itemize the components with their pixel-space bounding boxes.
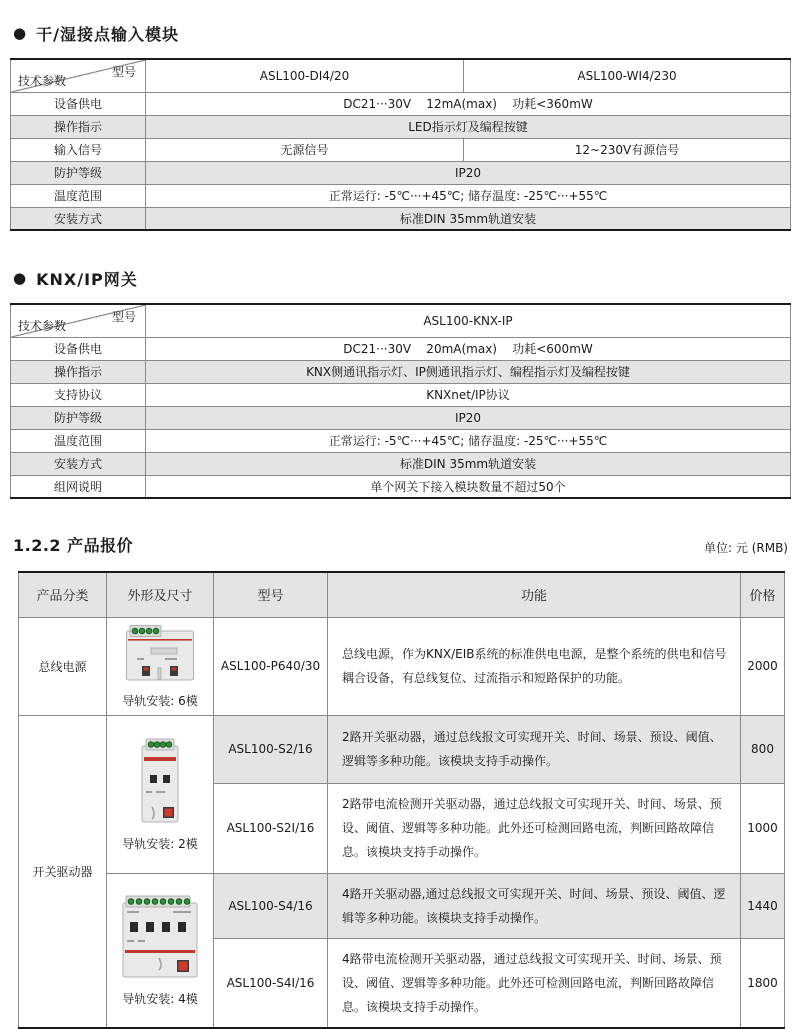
unit-note: 单位: 元 (RMB)	[704, 541, 788, 555]
price-header-row	[19, 572, 785, 617]
function-cell: 4路带电流检测开关驱动器，通过总线报文可实现开关、时间、场景、预设、阈值、逻辑等多种功能。此外还可检测回路电流，判断回路故障信息。该模块支持手动操作。	[328, 938, 741, 1028]
product-image-2ch-actuator	[139, 737, 181, 825]
spec-row	[11, 360, 791, 383]
spec-row	[11, 207, 791, 230]
spec-value: KNX侧通讯指示灯、IP侧通讯指示灯、编程指示灯及编程按键	[146, 360, 791, 383]
spec-row	[11, 429, 791, 452]
spec-value: 正常运行: -5℃···+45℃; 储存温度: -25℃···+55℃	[146, 429, 791, 452]
model-cell: ASL100-S4/16	[214, 873, 328, 938]
spec-value: 无源信号	[146, 138, 464, 161]
price-header-category: 产品分类	[19, 572, 107, 617]
price-cell: 1440	[741, 873, 785, 938]
corner-label-model: 型号	[111, 310, 136, 324]
spec-value: KNXnet/IP协议	[146, 383, 791, 406]
price-row	[19, 617, 785, 715]
product-image-cell	[107, 617, 214, 715]
price-header-appearance: 外形及尺寸	[107, 572, 214, 617]
spec-row-label: 防护等级	[11, 161, 146, 184]
bullet-icon: ●	[13, 269, 28, 287]
spec-value: LED指示灯及编程按键	[146, 115, 791, 138]
spec-row	[11, 475, 791, 498]
function-cell: 总线电源，作为KNX/EIB系统的标准供电电源，是整个系统的供电和信号耦合设备，有总线复位、过流指示和短路保护的功能。	[328, 617, 741, 715]
spec-value: IP20	[146, 161, 791, 184]
price-header-function: 功能	[328, 572, 741, 617]
spec-row-label: 操作指示	[11, 115, 146, 138]
section3-heading-row	[13, 533, 788, 556]
spec-row	[11, 383, 791, 406]
spec-value: DC21···30V 20mA(max) 功耗<600mW	[146, 337, 791, 360]
product-caption: 导轨安装: 4模	[122, 991, 198, 1006]
spec-row	[11, 138, 791, 161]
spec-row-label: 设备供电	[11, 92, 146, 115]
corner-label-model: 型号	[111, 65, 136, 79]
spec-row	[11, 115, 791, 138]
model-cell: ASL100-S4I/16	[214, 938, 328, 1028]
product-image-cell	[107, 873, 214, 1028]
spec-value: 单个网关下接入模块数量不超过50个	[146, 475, 791, 498]
product-caption: 导轨安装: 6模	[122, 693, 198, 708]
spec-header-row	[11, 304, 791, 337]
corner-label-params: 技术参数	[18, 73, 67, 88]
model-cell: ASL100-S2I/16	[214, 783, 328, 873]
model-header: ASL100-WI4/230	[464, 59, 791, 92]
spec-header-row	[11, 59, 791, 92]
section1-heading	[13, 22, 790, 45]
spec-row-label: 防护等级	[11, 406, 146, 429]
spec-value: 标准DIN 35mm轨道安装	[146, 452, 791, 475]
model-header: ASL100-DI4/20	[146, 59, 464, 92]
spec-row	[11, 337, 791, 360]
category-cell: 总线电源	[19, 617, 107, 715]
corner-cell	[11, 59, 146, 92]
spec-row	[11, 184, 791, 207]
spec-value: 正常运行: -5℃···+45℃; 储存温度: -25℃···+55℃	[146, 184, 791, 207]
price-header-price: 价格	[741, 572, 785, 617]
price-header-model: 型号	[214, 572, 328, 617]
model-header: ASL100-KNX-IP	[146, 304, 791, 337]
price-cell: 2000	[741, 617, 785, 715]
dry-wet-input-spec-table	[10, 58, 791, 231]
product-image-cell	[107, 715, 214, 873]
spec-value: IP20	[146, 406, 791, 429]
spec-row-label: 组网说明	[11, 475, 146, 498]
spec-row-label: 安装方式	[11, 452, 146, 475]
function-cell: 2路带电流检测开关驱动器，通过总线报文可实现开关、时间、场景、预设、阈值、逻辑等多种功能。此外还可检测回路电流，判断回路故障信息。该模块支持手动操作。	[328, 783, 741, 873]
spec-row	[11, 452, 791, 475]
corner-cell	[11, 304, 146, 337]
product-image-4ch-actuator	[121, 894, 199, 980]
spec-row	[11, 406, 791, 429]
section2-heading	[13, 267, 790, 290]
function-cell: 4路开关驱动器,通过总线报文可实现开关、时间、场景、预设、阈值、逻辑等多种功能。该模块支持手动操作。	[328, 873, 741, 938]
spec-row-label: 安装方式	[11, 207, 146, 230]
product-price-table	[18, 571, 785, 1029]
section3-title: 1.2.2 产品报价	[13, 536, 134, 555]
price-row	[19, 873, 785, 938]
model-cell: ASL100-P640/30	[214, 617, 328, 715]
spec-value: DC21···30V 12mA(max) 功耗<360mW	[146, 92, 791, 115]
price-cell: 1000	[741, 783, 785, 873]
function-cell: 2路开关驱动器，通过总线报文可实现开关、时间、场景、预设、阈值、逻辑等多种功能。该模块支持手动操作。	[328, 715, 741, 783]
spec-value: 标准DIN 35mm轨道安装	[146, 207, 791, 230]
spec-row-label: 设备供电	[11, 337, 146, 360]
spec-row-label: 输入信号	[11, 138, 146, 161]
spec-row-label: 支持协议	[11, 383, 146, 406]
category-cell: 开关驱动器	[19, 715, 107, 1028]
spec-row	[11, 92, 791, 115]
corner-label-params: 技术参数	[18, 318, 67, 333]
price-cell: 1800	[741, 938, 785, 1028]
bullet-icon: ●	[13, 24, 28, 42]
spec-row-label: 温度范围	[11, 429, 146, 452]
knx-ip-gateway-spec-table	[10, 303, 791, 499]
section2-title: KNX/IP网关	[36, 270, 138, 289]
spec-row	[11, 161, 791, 184]
spec-row-label: 温度范围	[11, 184, 146, 207]
price-cell: 800	[741, 715, 785, 783]
product-image-power-supply	[125, 624, 195, 682]
section1-title: 干/湿接点输入模块	[36, 25, 179, 44]
price-row	[19, 715, 785, 783]
product-caption: 导轨安装: 2模	[122, 836, 198, 851]
spec-row-label: 操作指示	[11, 360, 146, 383]
model-cell: ASL100-S2/16	[214, 715, 328, 783]
spec-value: 12~230V有源信号	[464, 138, 791, 161]
